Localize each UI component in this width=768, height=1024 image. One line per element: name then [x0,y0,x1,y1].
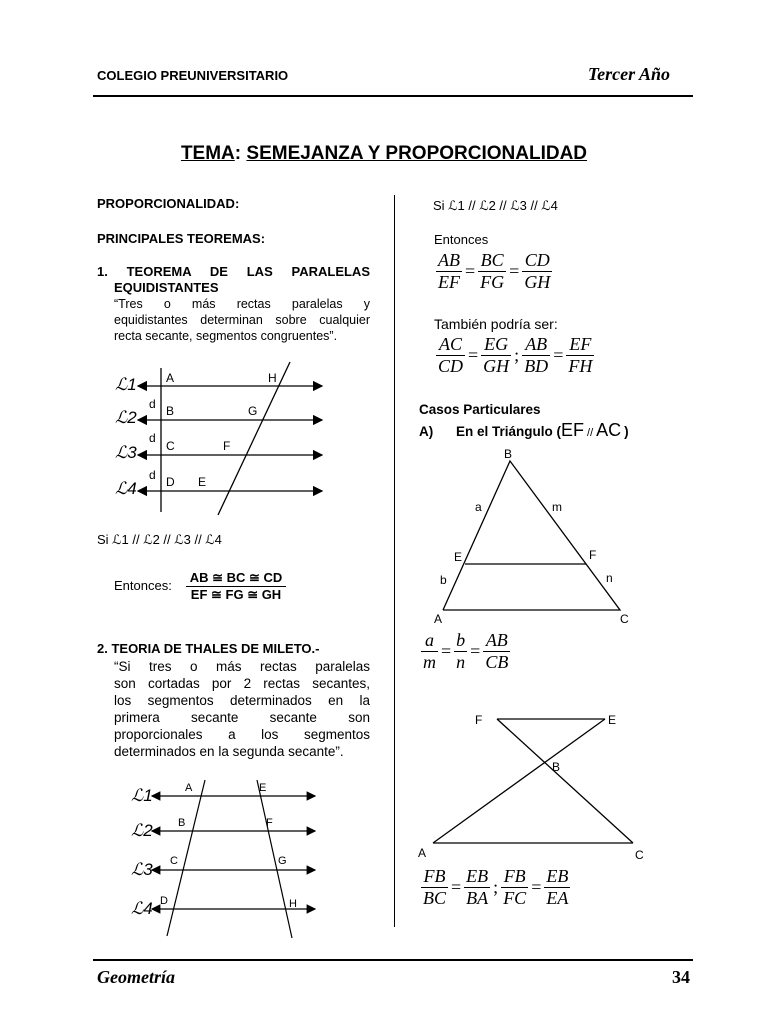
point-b: B [166,404,175,418]
eq4-frac-1: $\frac{FB}{BC}$ [423,866,447,908]
theorem1-congruence: AB ≅ BC ≅ CD EF ≅ FG ≅ GH [186,570,286,603]
thales-point-g: G [278,855,287,867]
eq4-frac-2: $\frac{EB}{BA}$ [466,866,489,908]
line-label-2: ℒ2 [115,408,137,427]
page-number: 34 [672,967,690,987]
case-a-label: A) [419,424,434,439]
triangle-outline [443,461,620,610]
eq2-frac-4: $\frac{EF}{FH}$ [568,334,593,376]
header-rule [93,95,693,97]
right-then-label: Entonces [434,232,489,247]
distance-label-3: d [149,468,156,482]
thales-point-h: H [289,898,297,910]
point-d: D [166,475,175,489]
theorem1-quote: “Tres o más rectas paralelas y equidistantes determinan sobre cualquier recta secante, segmentos congruentes”. [114,297,370,343]
line-label-1: ℒ1 [115,375,137,394]
thales-line-label-2: ℒ2 [131,821,153,840]
eq4-frac-4: $\frac{EB}{EA}$ [546,866,569,908]
point-c: C [166,439,175,453]
tri-vertex-c: C [620,612,629,626]
tri-side-b: b [440,573,447,587]
equation-1: $\frac{AB}{EF}$ = $\frac{BC}{FG}$ = $\frac{CD}{GH}$ [438,250,551,292]
hg-point-f: F [475,713,483,727]
thales-line-label-3: ℒ3 [131,860,153,879]
tri-side-n: n [606,571,613,585]
section-heading: PROPORCIONALIDAD: [97,196,240,211]
tri-vertex-b: B [504,447,513,461]
eq2-frac-2: $\frac{EG}{GH}$ [483,334,510,376]
right-condition: Si ℒ1 // ℒ2 // ℒ3 // ℒ4 [433,198,558,213]
hourglass-diagram [415,708,655,868]
grade-label: Tercer Año [587,64,670,84]
column-divider [394,195,395,927]
line-label-4: ℒ4 [115,479,137,498]
case-a-heading: En el Triángulo (EF // AC ) [456,420,629,440]
theorem2-heading: 2. TEORIA DE THALES DE MILETO.- [97,641,320,656]
equation-3: $\frac{a}{m}$ = $\frac{b}{n}$ = $\frac{AB}{CB}$ [423,630,509,672]
equation-4: $\frac{FB}{BC}$ = $\frac{EB}{BA}$ ; $\frac{FB}{FC}$ = $\frac{EB}{EA}$ [423,866,569,908]
parallels-equidistant-diagram [110,360,330,520]
point-e: E [198,475,207,489]
theorem2-quote: “Si tres o más rectas paralelas son cortadas por 2 rectas secantes, los segmentos determinados en la primera secante secante son proporcionales a los segmentos determinados en la segunda secante”. [114,659,370,759]
tri-side-m: m [552,500,562,514]
segment-ea [433,719,605,843]
point-g: G [248,404,258,418]
triangle-diagram [430,443,640,628]
footer-subject: Geometría [97,967,175,987]
segment-fc [497,719,633,843]
eq3-frac-3: $\frac{AB}{CB}$ [485,630,509,672]
distance-label-2: d [149,431,156,445]
point-h: H [268,371,277,385]
thales-point-b: B [178,817,186,829]
theorem1-heading-2: EQUIDISTANTES [114,280,219,295]
thales-point-a: A [185,782,193,794]
eq1-frac-3: $\frac{CD}{GH}$ [524,250,551,292]
hg-point-c: C [635,848,644,862]
eq2-frac-1: $\frac{AC}{CD}$ [438,334,464,376]
thales-line-label-1: ℒ1 [131,786,153,805]
tri-vertex-a: A [434,612,443,626]
subsection-heading: PRINCIPALES TEOREMAS: [97,231,266,246]
eq2-frac-3: $\frac{AB}{BD}$ [524,334,549,376]
tri-point-f: F [589,548,597,562]
hg-point-b: B [552,760,561,774]
cases-title: Casos Particulares [419,402,541,417]
theorem1-condition: Si ℒ1 // ℒ2 // ℒ3 // ℒ4 [97,532,222,547]
school-name: COLEGIO PREUNIVERSITARIO [97,68,289,83]
equation-2: $\frac{AC}{CD}$ = $\frac{EG}{GH}$ ; $\frac{AB}{BD}$ = $\frac{EF}{FH}$ [438,334,593,376]
theorem1-then-label: Entonces: [114,578,172,593]
thales-point-e: E [259,782,267,794]
thales-point-c: C [170,855,178,867]
distance-label-1: d [149,397,156,411]
tri-point-e: E [454,550,463,564]
eq1-frac-2: $\frac{BC}{FG}$ [480,250,505,292]
thales-secant-2 [257,780,292,938]
footer-rule [93,959,693,961]
also-label: También podría ser: [434,316,558,332]
tri-side-a: a [475,500,482,514]
thales-point-d: D [160,895,168,907]
thales-diagram [125,776,325,941]
eq3-frac-1: $\frac{a}{m}$ [423,630,436,672]
eq1-frac-1: $\frac{AB}{EF}$ [438,250,460,292]
point-f: F [223,439,231,453]
hg-point-a: A [418,846,427,860]
page-title: TEMA: SEMEJANZA Y PROPORCIONALIDAD [180,143,588,164]
thales-line-label-4: ℒ4 [131,899,153,918]
thales-point-f: F [266,817,273,829]
hg-point-e: E [608,713,617,727]
line-label-3: ℒ3 [115,443,137,462]
eq3-frac-2: $\frac{b}{n}$ [456,630,466,672]
theorem1-heading: 1. TEOREMA DE LAS PARALELAS [97,264,370,279]
point-a: A [166,371,175,385]
eq4-frac-3: $\frac{FB}{FC}$ [503,866,527,908]
